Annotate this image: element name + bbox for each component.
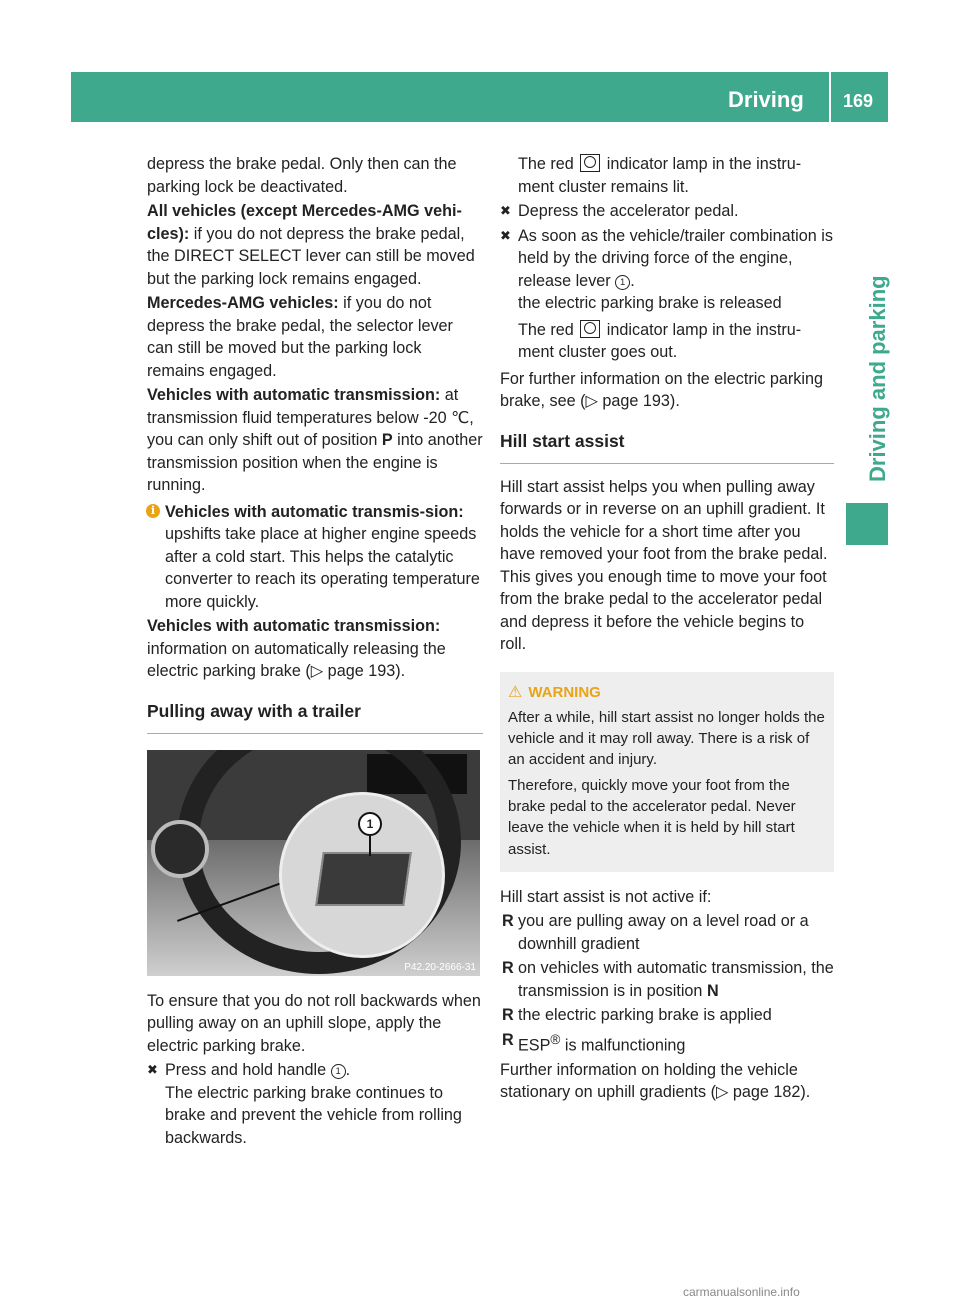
parking-brake-lamp-icon	[580, 154, 600, 172]
callout-marker: 1	[358, 812, 382, 836]
paragraph: Vehicles with automatic transmission: information on automatically releasing the electric parking brake (▷ page 193).	[147, 617, 446, 680]
paragraph: Hill start assist helps you when pulling away forwards or in reverse on an uphill gradient. It holds the vehicle for a short time after you have removed your foot from the brake pedal. This gives you enough time to move your foot from the brake pedal to the accelerator pedal and depress it before the vehicle begins to roll.	[500, 477, 828, 653]
paragraph: Further information on holding the vehicle stationary on uphill gradients (▷ page 182).	[500, 1060, 811, 1102]
callout-ref: 1	[615, 275, 630, 290]
instruction-step: ✖ Press and hold handle 1 . The electric parking brake continues to brake and prevent the vehicle from rolling backwards.	[147, 1061, 462, 1147]
section-title: Driving	[728, 87, 804, 112]
parking-brake-lamp-icon	[580, 320, 600, 338]
side-tab-marker	[846, 503, 888, 545]
step-arrow-icon: ✖	[500, 227, 511, 243]
bullet-icon: R	[502, 959, 514, 978]
list-item: R on vehicles with automatic transmission, the transmission is in position N	[502, 959, 834, 1000]
paragraph: Vehicles with automatic transmission: at transmission fluid temperatures below -20 ℃, you can only shift out of position P into another transmission position when the engine is running.	[147, 386, 483, 494]
list-item: R the electric parking brake is applied	[500, 1004, 834, 1027]
paragraph: Hill start assist is not active if:	[500, 887, 712, 906]
footer-watermark: carmanualsonline.info	[683, 1285, 800, 1299]
parking-brake-handle	[315, 852, 412, 906]
info-note: i Vehicles with automatic transmis-sion: upshifts take place at higher engine speeds after a cold start. This helps the catalytic converter to reach its operating temperature more quickly.	[147, 501, 483, 614]
list-item: R ESP® is malfunctioning	[502, 1030, 686, 1055]
step-arrow-icon: ✖	[500, 203, 511, 218]
instruction-step: ✖ As soon as the vehicle/trailer combination is held by the driving force of the engine, release lever 1 . the electric parking brake is released	[500, 226, 833, 312]
paragraph: All vehicles (except Mercedes-AMG vehi-cles): if you do not depress the brake pedal, the DIRECT SELECT lever can still be moved but the parking lock remains engaged.	[147, 202, 475, 288]
image-code: P42.20-2666-31	[404, 961, 476, 973]
step-arrow-icon: ✖	[147, 1062, 158, 1077]
warning-text: Therefore, quickly move your foot from the brake pedal to the accelerator pedal. Never leave the vehicle when it is held by hill start assist.	[508, 776, 796, 858]
paragraph: To ensure that you do not roll backwards when pulling away on an uphill slope, apply the electric parking brake.	[147, 991, 481, 1055]
paragraph: For further information on the electric parking brake, see (▷ page 193).	[500, 369, 823, 410]
warning-icon: ⚠	[508, 683, 523, 701]
section-heading: Hill start assist	[500, 429, 834, 464]
parking-brake-photo	[147, 750, 480, 976]
right-column	[500, 153, 834, 1106]
warning-box: ⚠ WARNING After a while, hill start assist no longer holds the vehicle and it may roll away. There is a risk of an accident and injury. Therefore, quickly move your foot from the brake pedal to the accelerator pedal. Never leave the vehicle when it is held by hill start assist.	[500, 672, 834, 872]
header-divider	[829, 72, 831, 122]
paragraph: The red indicator lamp in the instru-ment cluster remains lit.	[518, 155, 802, 196]
callout-ref: 1	[331, 1064, 346, 1079]
info-icon: i	[146, 504, 160, 518]
list-item: R you are pulling away on a level road or a downhill gradient	[502, 912, 809, 953]
bullet-icon: R	[502, 912, 514, 931]
bullet-icon: R	[502, 1030, 514, 1049]
page-number: 169	[843, 91, 874, 111]
warning-text: After a while, hill start assist no longer holds the vehicle and it may roll away. There is a risk of an accident and injury.	[508, 708, 825, 769]
section-heading: Pulling away with a trailer	[147, 699, 483, 734]
side-chapter-tab: Driving and parking	[865, 275, 890, 482]
paragraph: The red indicator lamp in the instru-ment cluster goes out.	[518, 320, 802, 361]
instruction-step: ✖ Depress the accelerator pedal.	[500, 200, 834, 223]
left-column	[147, 153, 483, 1151]
bullet-icon: R	[502, 1006, 514, 1025]
paragraph: Mercedes-AMG vehicles: if you do not depress the brake pedal, the selector lever can still be moved but the parking lock remains engaged.	[147, 294, 453, 380]
paragraph: depress the brake pedal. Only then can the parking lock be deactivated.	[147, 155, 457, 196]
air-vent	[151, 820, 209, 878]
